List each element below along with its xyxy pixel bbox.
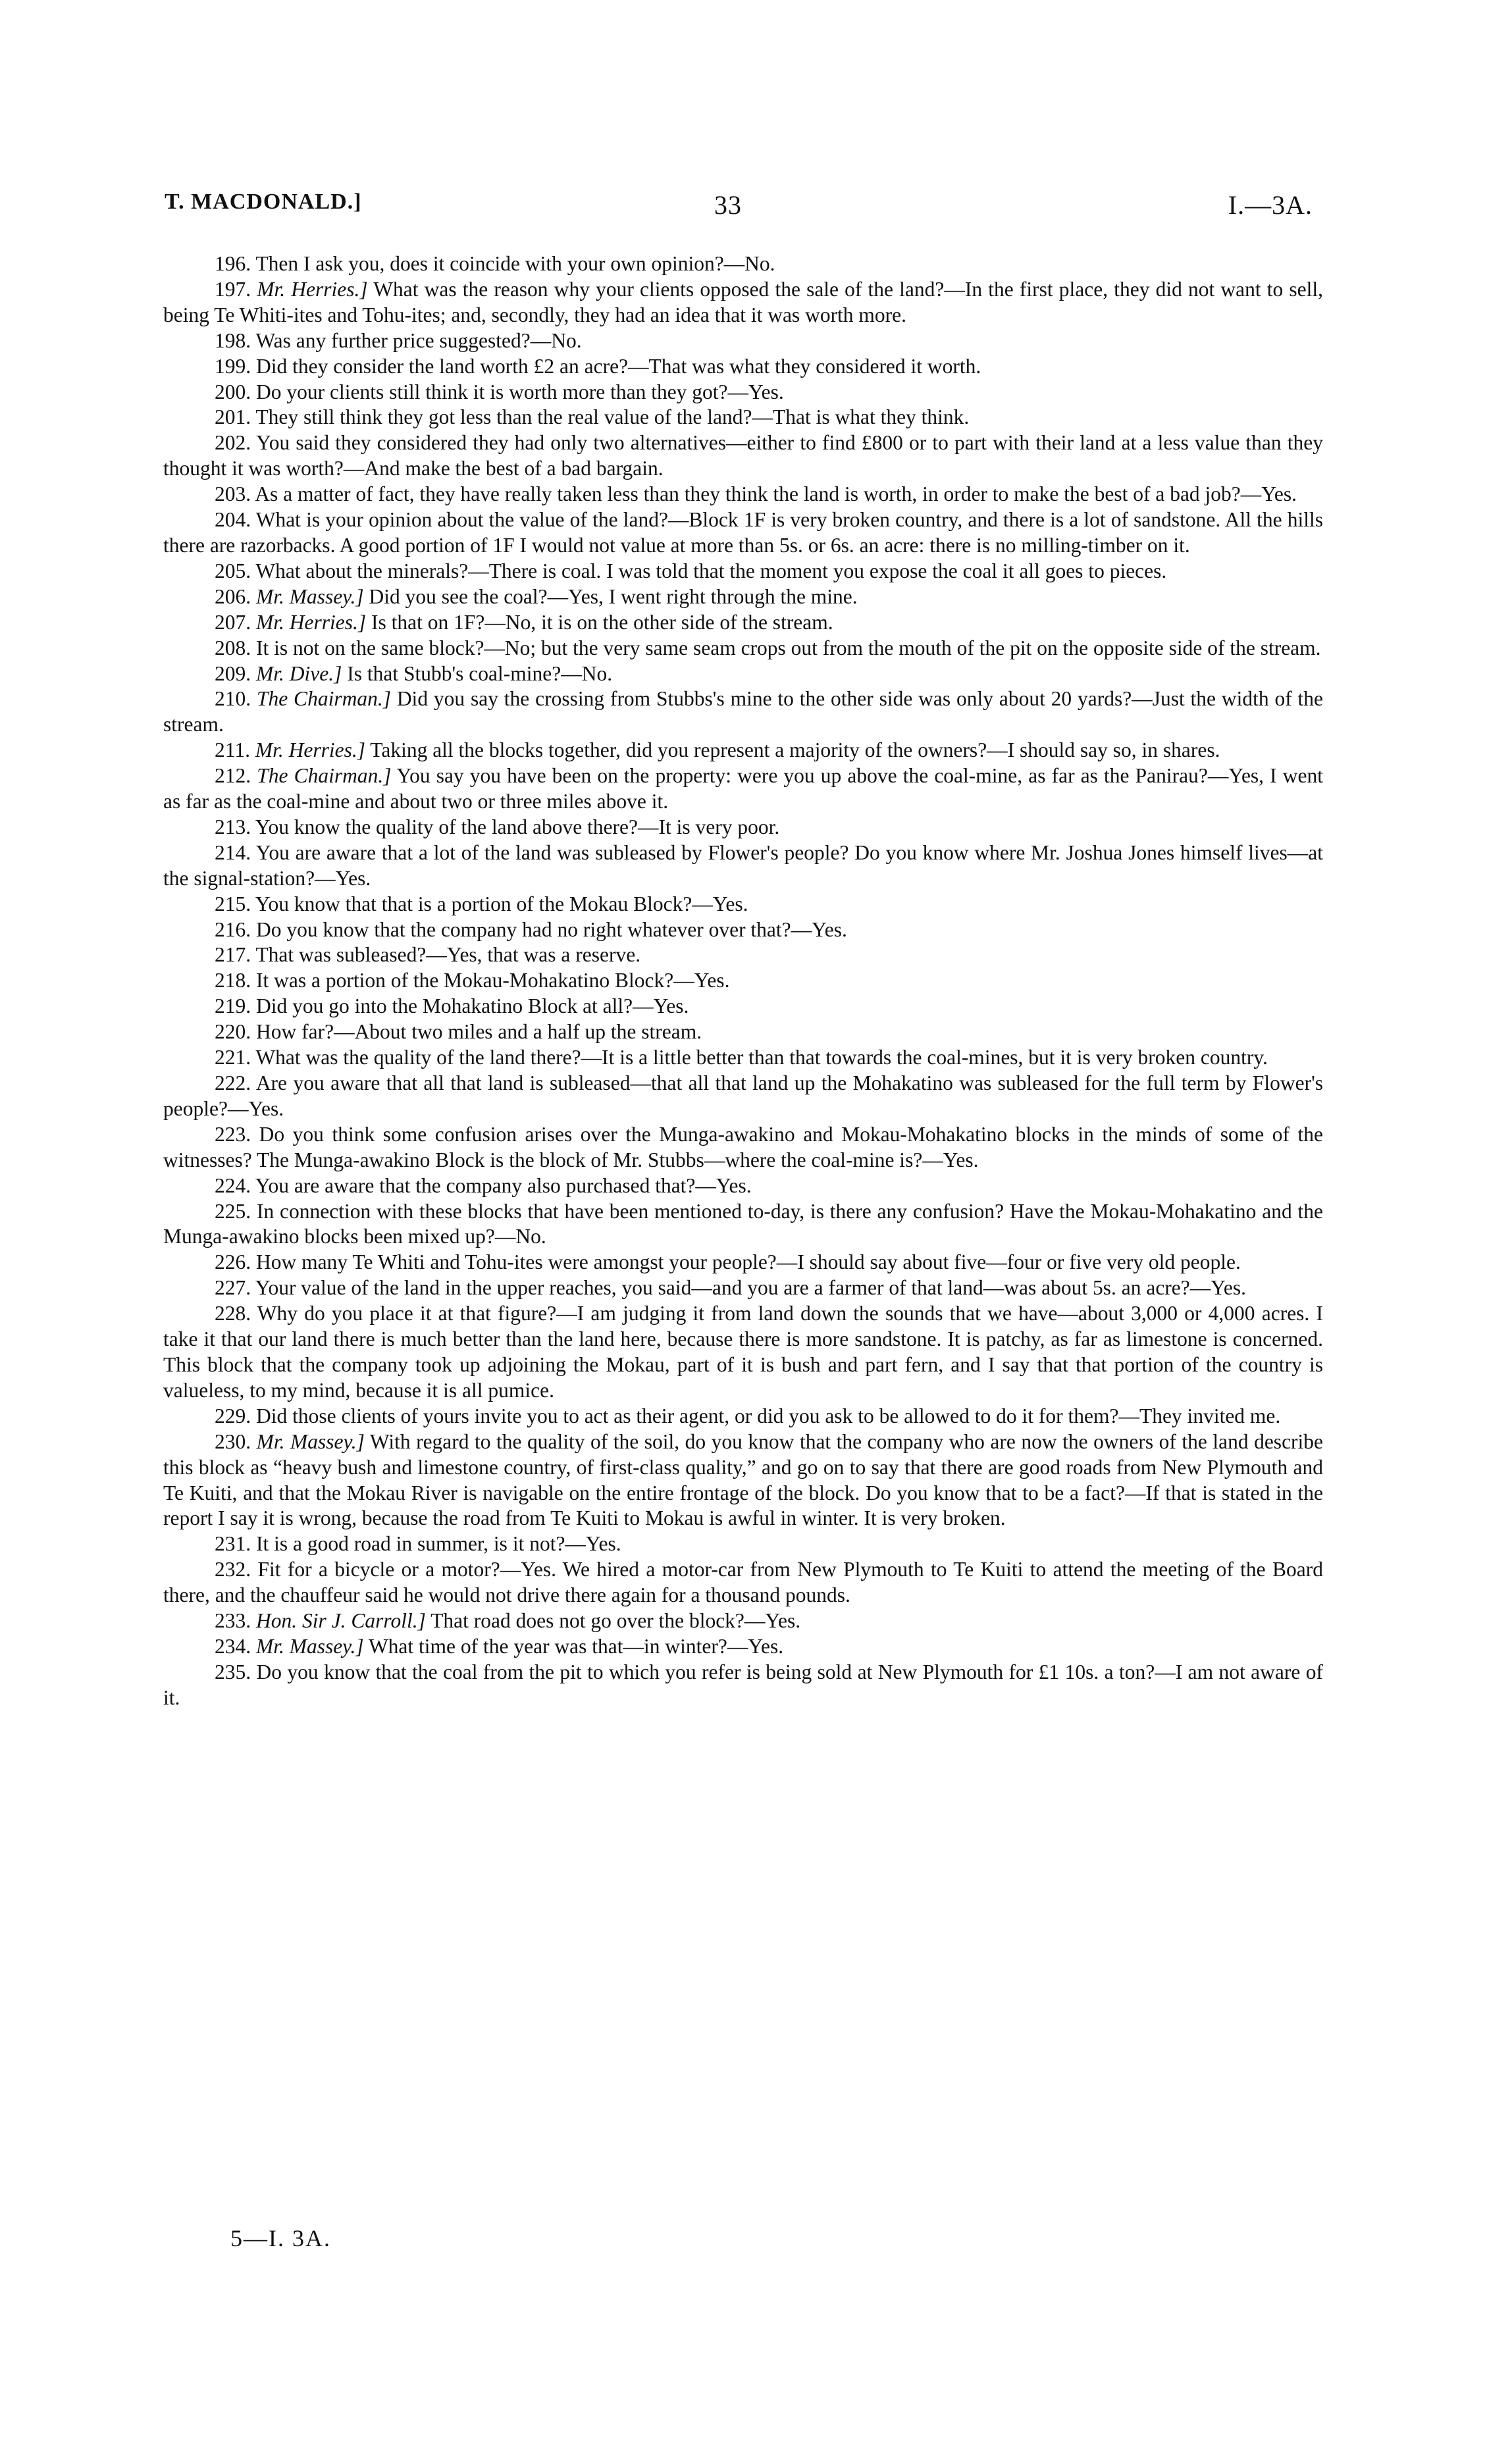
question-number: 197. [215, 277, 251, 301]
speaker-label: Mr. Herries.] [256, 610, 367, 634]
question-text: It was a portion of the Mokau-Mohakatino Block?—Yes. [256, 969, 730, 992]
question-text: What was the quality of the land there?—It is a little better than that towards the coal-mines, but it is very broken country. [255, 1046, 1268, 1069]
question-text: Do your clients still think it is worth more than they got?—Yes. [256, 380, 784, 403]
question-paragraph [163, 917, 1323, 943]
question-paragraph [163, 507, 1323, 559]
question-number: 233. [215, 1609, 251, 1633]
speaker-label: Mr. Massey.] [256, 584, 364, 608]
question-paragraph [163, 1301, 1323, 1404]
question-number: 211. [215, 738, 250, 762]
question-paragraph [163, 1608, 1323, 1634]
question-paragraph [163, 1404, 1323, 1429]
question-text: Your value of the land in the upper reaches, you said—and you are a farmer of that land—was about 5s. an acre?—Yes. [255, 1276, 1246, 1300]
document-reference: I.—3A. [1228, 190, 1313, 220]
question-text: Then I ask you, does it coincide with your own opinion?—No. [255, 252, 775, 275]
question-text: Do you think some confusion arises over the Munga-awakino and Mokau-Mohakatino blocks in the minds of some of the witnesses? The Munga-awakino Block is the block of Mr. Stubbs—where the coal-mine is?—Yes. [163, 1122, 1324, 1171]
question-number: 207. [215, 610, 251, 634]
question-number: 216. [215, 917, 251, 941]
question-paragraph [163, 1173, 1323, 1199]
question-number: 209. [215, 661, 251, 685]
question-number: 212. [215, 764, 251, 788]
question-text: Are you aware that all that land is subleased—that all that land up the Mohakatino was subleased for the full term by Flower's people?—Yes. [163, 1071, 1323, 1120]
question-paragraph [163, 354, 1323, 380]
question-paragraph [163, 994, 1323, 1019]
question-number: 224. [215, 1173, 251, 1197]
question-number: 222. [215, 1071, 251, 1094]
question-text: What time of the year was that—in winter?—Yes. [368, 1634, 784, 1658]
speaker-label: Mr. Massey.] [256, 1634, 364, 1658]
question-text: It is a good road in summer, is it not?—Yes. [256, 1532, 621, 1556]
question-text: You are aware that a lot of the land was subleased by Flower's people? Do you know where Mr. Joshua Jones himself lives—at the signal-station?—Yes. [163, 840, 1323, 890]
question-paragraph [163, 840, 1323, 892]
witness-name-header: T. MACDONALD.] [165, 190, 362, 214]
question-paragraph [163, 1531, 1323, 1557]
question-paragraph [163, 482, 1323, 507]
question-paragraph [163, 1275, 1323, 1301]
question-number: 208. [215, 636, 251, 659]
question-number: 232. [215, 1558, 251, 1581]
question-number: 215. [215, 892, 251, 915]
question-text: With regard to the quality of the soil, do you know that the company who are now the owners of the land describe this block as “heavy bush and limestone country, of first-class quality,” and go on to say that there are good roads from New Plymouth and Te Kuiti, and that the Mokau River is navigable on the entire frontage of the block. Do you know that to be a fact?—If that is stated in the report I say it is wrong, because the road from Te Kuiti to Mokau is awful in winter. It is very broken. [163, 1429, 1324, 1530]
question-text: Do you know that the company had no right whatever over that?—Yes. [256, 917, 847, 941]
question-number: 231. [215, 1532, 251, 1556]
question-paragraph [163, 328, 1323, 354]
question-text: It is not on the same block?—No; but the very same seam crops out from the mouth of the pit on the opposite side of the stream. [256, 636, 1321, 659]
question-text: You know that that is a portion of the Mokau Block?—Yes. [255, 892, 748, 915]
question-paragraph [163, 1660, 1323, 1711]
question-number: 221. [215, 1046, 251, 1069]
question-number: 198. [215, 328, 251, 352]
speaker-label: Hon. Sir J. Carroll.] [256, 1609, 426, 1633]
question-number: 226. [215, 1250, 251, 1274]
question-text: They still think they got less than the real value of the land?—That is what they think. [255, 405, 970, 429]
page-number: 33 [714, 190, 742, 220]
question-text: That was subleased?—Yes, that was a reserve. [255, 943, 641, 967]
question-text: Did you see the coal?—Yes, I went right through the mine. [369, 584, 858, 608]
question-paragraph [163, 1122, 1323, 1173]
transcript-body [163, 251, 1323, 1711]
question-text: Is that Stubb's coal-mine?—No. [347, 661, 613, 685]
question-text: In connection with these blocks that have been mentioned to-day, is there any confusion? Have the Mokau-Mohakatino and the Munga-awakino blocks been mixed up?—No. [163, 1199, 1324, 1248]
speaker-label: Mr. Dive.] [256, 661, 342, 685]
question-text: Did you go into the Mohakatino Block at all?—Yes. [256, 994, 689, 1018]
question-number: 204. [215, 508, 251, 532]
question-number: 218. [215, 969, 251, 992]
question-text: Fit for a bicycle or a motor?—Yes. We hired a motor-car from New Plymouth to Te Kuiti to attend the meeting of the Board there, and the chauffeur said he would not drive there again for a thousand pounds. [163, 1558, 1323, 1607]
question-text: As a matter of fact, they have really taken less than they think the land is worth, in order to make the best of a bad job?—Yes. [255, 482, 1297, 506]
question-number: 223. [215, 1122, 251, 1146]
question-number: 196. [215, 252, 251, 275]
question-text: What was the reason why your clients opposed the sale of the land?—In the first place, they did not want to sell, being Te Whiti-ites and Tohu-ites; and, secondly, they had an idea that it was worth more. [163, 277, 1323, 326]
question-text: Taking all the blocks together, did you represent a majority of the owners?—I should say so, in shares. [370, 738, 1220, 762]
question-number: 220. [215, 1020, 251, 1044]
question-paragraph [163, 1019, 1323, 1045]
question-text: Is that on 1F?—No, it is on the other side of the stream. [371, 610, 833, 634]
question-number: 229. [215, 1404, 251, 1427]
question-paragraph [163, 1634, 1323, 1660]
question-number: 202. [215, 431, 251, 455]
question-paragraph [163, 738, 1323, 763]
question-number: 234. [215, 1634, 251, 1658]
question-text: How many Te Whiti and Tohu-ites were amongst your people?—I should say about five—four or five very old people. [256, 1250, 1241, 1274]
question-paragraph [163, 559, 1323, 584]
sheet-signature: 5—I. 3A. [230, 2225, 331, 2251]
question-number: 228. [215, 1302, 251, 1325]
question-number: 201. [215, 405, 251, 429]
question-paragraph [163, 380, 1323, 405]
question-number: 200. [215, 380, 251, 403]
question-number: 203. [215, 482, 251, 506]
question-paragraph [163, 636, 1323, 661]
question-paragraph [163, 968, 1323, 994]
question-text: How far?—About two miles and a half up the stream. [256, 1020, 702, 1044]
question-number: 225. [215, 1199, 251, 1223]
question-text: That road does not go over the block?—Yes. [430, 1609, 801, 1633]
question-number: 227. [215, 1276, 251, 1300]
question-paragraph [163, 1429, 1323, 1532]
question-paragraph [163, 1045, 1323, 1071]
question-paragraph [163, 251, 1323, 277]
question-paragraph [163, 1557, 1323, 1608]
question-text: Was any further price suggested?—No. [255, 328, 582, 352]
question-paragraph [163, 942, 1323, 968]
question-number: 210. [215, 687, 251, 711]
question-paragraph [163, 815, 1323, 840]
question-paragraph [163, 277, 1323, 328]
question-text: What about the minerals?—There is coal. I was told that the moment you expose the coal it all goes to pieces. [255, 559, 1167, 582]
speaker-label: The Chairman.] [257, 764, 392, 788]
question-paragraph [163, 1250, 1323, 1275]
question-number: 205. [215, 559, 251, 582]
question-text: You know the quality of the land above there?—It is very poor. [255, 815, 780, 838]
question-text: You said they considered they had only two alternatives—either to find £800 or to part with their land at a less value than they thought it was worth?—And make the best of a bad bargain. [163, 431, 1323, 480]
question-text: Did those clients of yours invite you to act as their agent, or did you ask to be allowed to do it for them?—They invited me. [256, 1404, 1281, 1427]
question-paragraph [163, 892, 1323, 917]
question-text: Do you know that the coal from the pit to which you refer is being sold at New Plymouth for £1 10s. a ton?—I am not aware of it. [163, 1660, 1323, 1709]
question-paragraph [163, 1071, 1323, 1122]
question-number: 199. [215, 354, 251, 378]
question-number: 213. [215, 815, 251, 838]
question-paragraph [163, 686, 1323, 738]
question-number: 217. [215, 943, 251, 967]
question-paragraph [163, 1199, 1323, 1250]
speaker-label: Mr. Herries.] [255, 738, 365, 762]
question-text: What is your opinion about the value of the land?—Block 1F is very broken country, and there is a lot of sandstone. All the hills there are razorbacks. A good portion of 1F I would not value at more than 5s. or 6s. an acre: there is no milling-timber on it. [163, 508, 1324, 557]
question-number: 235. [215, 1660, 251, 1683]
question-paragraph [163, 610, 1323, 636]
speaker-label: The Chairman.] [256, 687, 391, 711]
question-text: Did they consider the land worth £2 an acre?—That was what they considered it worth. [256, 354, 981, 378]
speaker-label: Mr. Herries.] [257, 277, 368, 301]
question-text: Why do you place it at that figure?—I am judging it from land down the sounds that we have—about 3,000 or 4,000 acres. I take it that our land there is much better than the land here, because there is more sandstone. It is patchy, as far as limestone is concerned. This block that the company took up adjoining the Mokau, part of it is bush and part fern, and I say that that portion of the country is valueless, to my mind, because it is all pumice. [163, 1302, 1323, 1402]
question-number: 206. [215, 584, 251, 608]
question-text: Did you say the crossing from Stubbs's mine to the other side was only about 20 yards?—Just the width of the stream. [163, 687, 1324, 736]
question-text: You are aware that the company also purchased that?—Yes. [255, 1173, 752, 1197]
question-text: You say you have been on the property: were you up above the coal-mine, as far as the Panirau?—Yes, I went as far as the coal-mine and about two or three miles above it. [163, 764, 1324, 813]
question-number: 219. [215, 994, 251, 1018]
question-number: 214. [215, 840, 251, 864]
question-paragraph [163, 661, 1323, 687]
question-paragraph [163, 430, 1323, 482]
question-paragraph [163, 584, 1323, 610]
question-paragraph [163, 763, 1323, 815]
question-number: 230. [215, 1429, 251, 1453]
question-paragraph [163, 405, 1323, 430]
speaker-label: Mr. Massey.] [256, 1429, 365, 1453]
